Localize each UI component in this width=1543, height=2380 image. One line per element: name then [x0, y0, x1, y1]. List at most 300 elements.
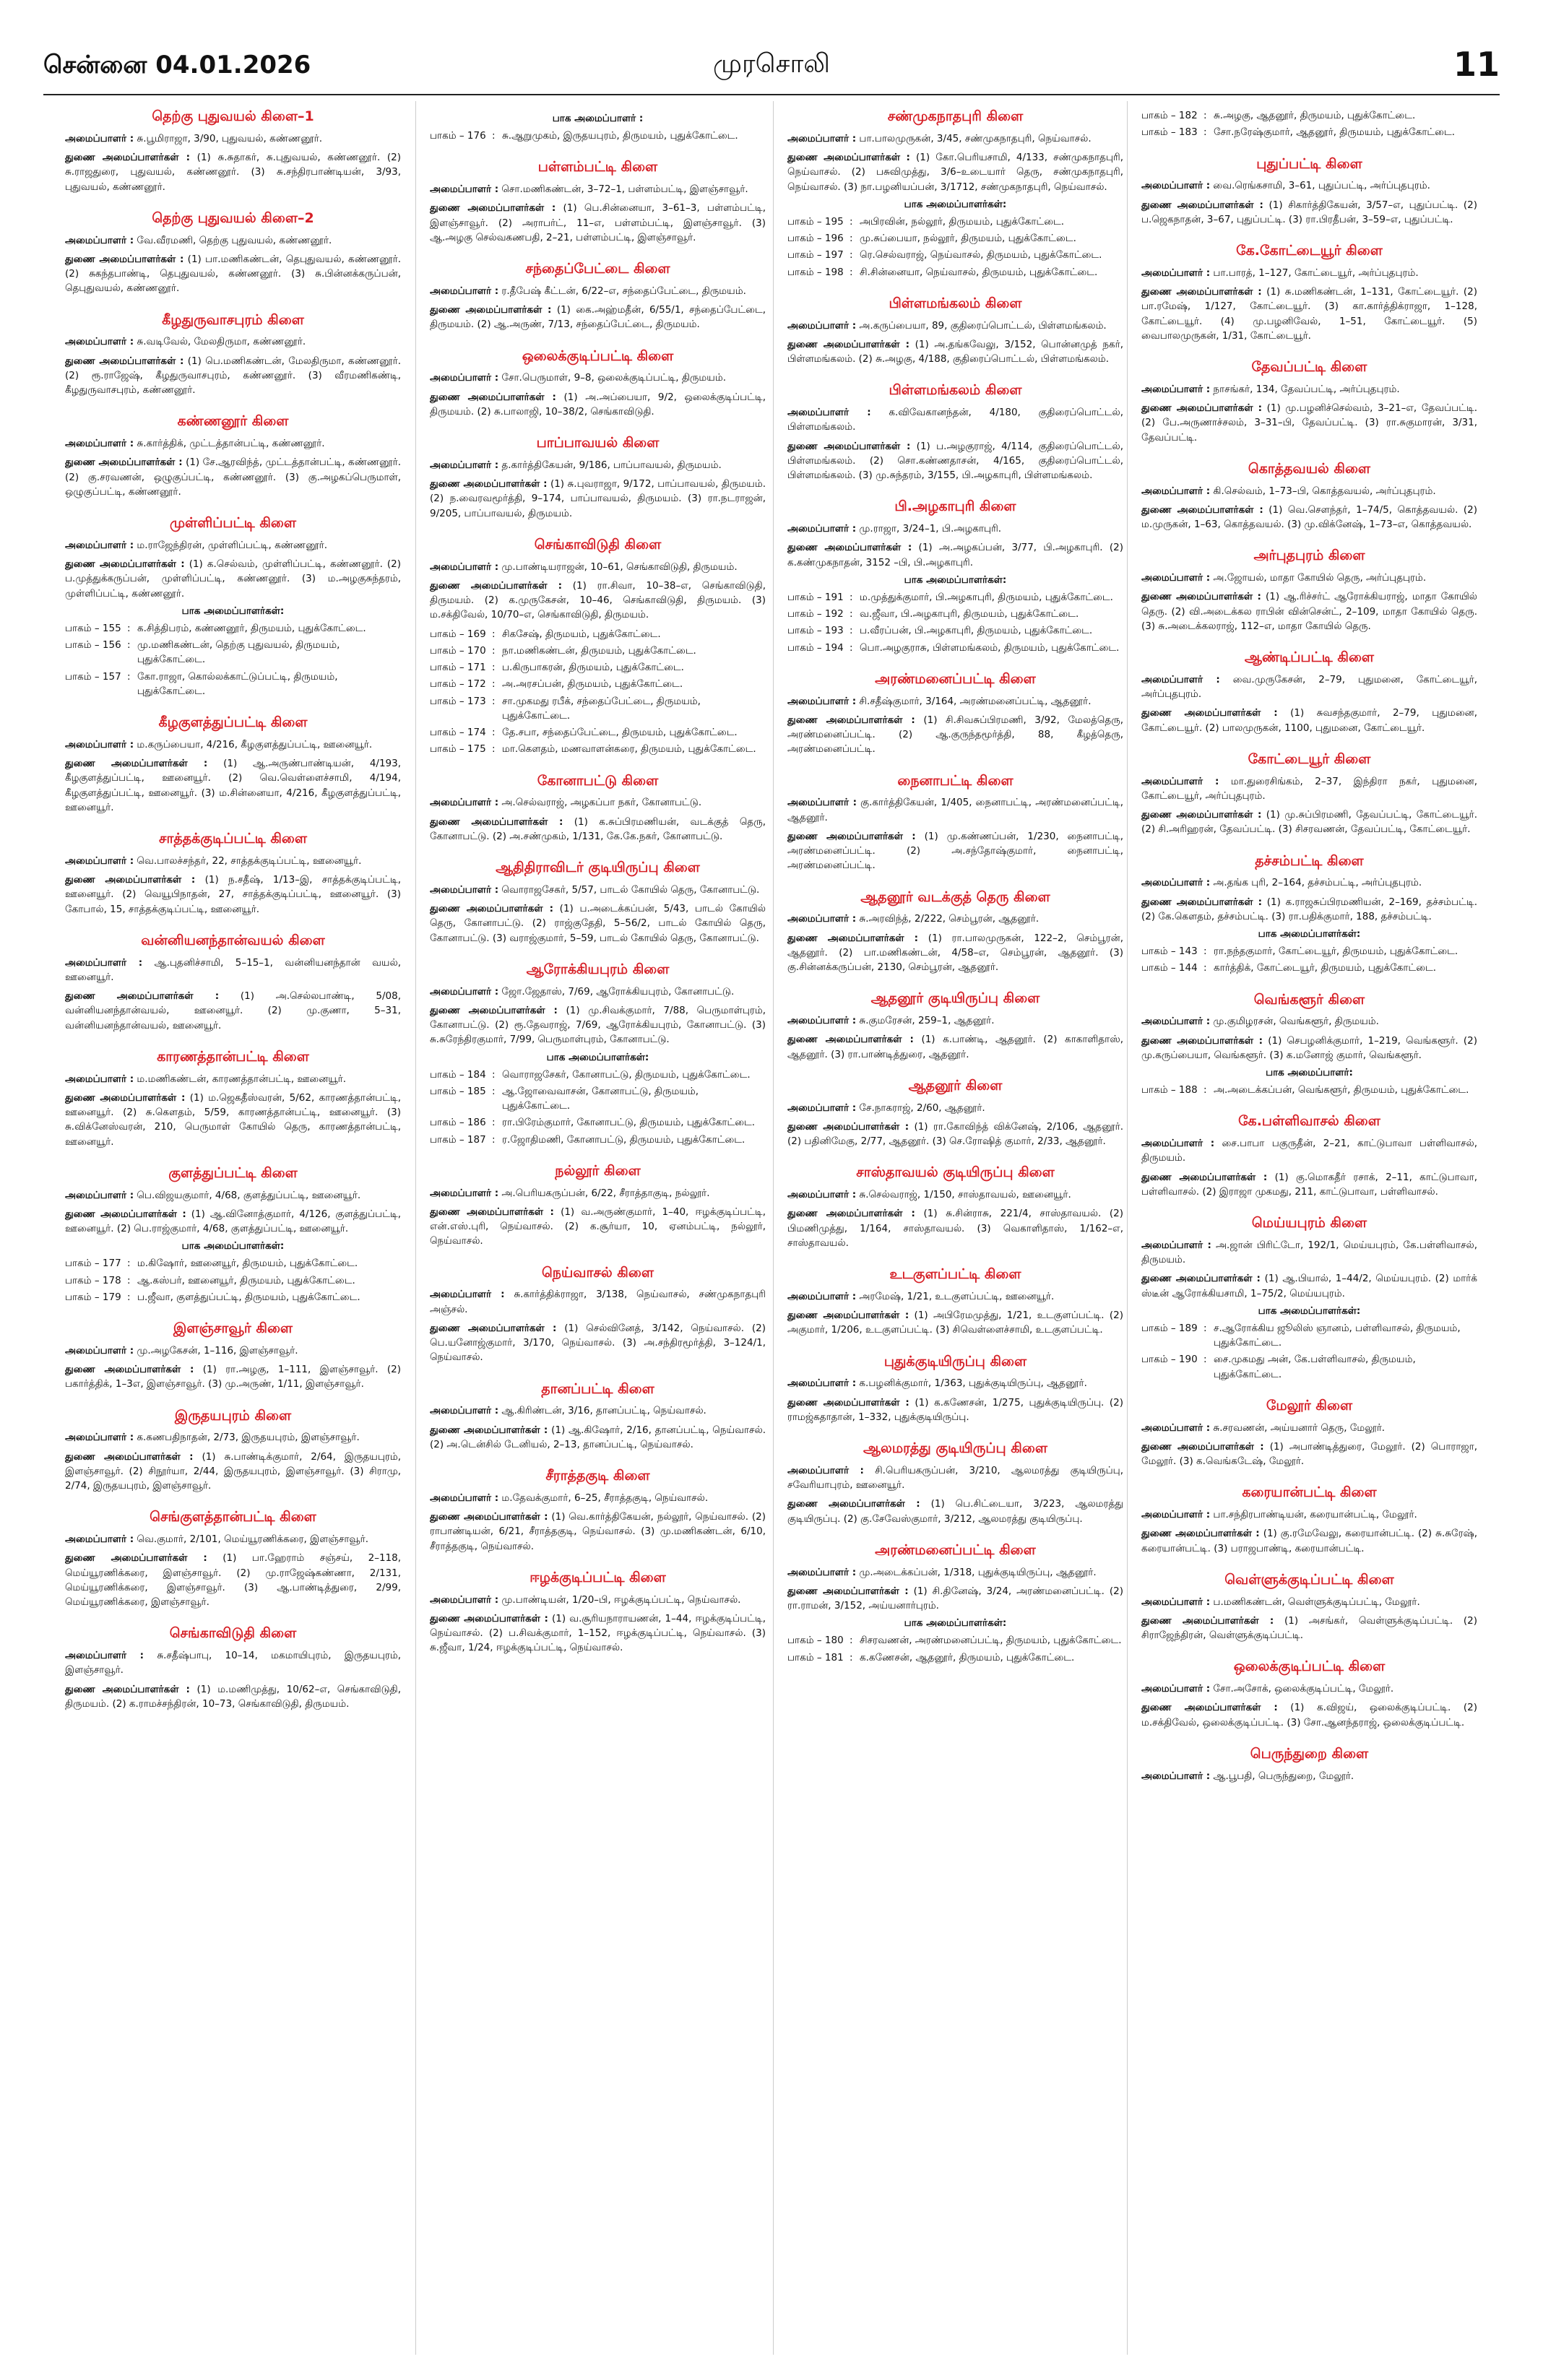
- branch-section: [430, 113, 766, 143]
- role-entry: [430, 1186, 766, 1200]
- branch-section: [65, 1625, 401, 1711]
- role-entry: [787, 1497, 1123, 1526]
- role-entry: [1141, 1136, 1477, 1166]
- role-entry: [430, 1491, 766, 1505]
- role-label: துணை அமைப்பாளர்கள் :: [1141, 199, 1263, 211]
- role-entry: [65, 1682, 401, 1712]
- role-entry: [430, 303, 766, 332]
- role-label: துணை அமைப்பாளர்கள் :: [65, 1450, 194, 1463]
- role-entry: [65, 1362, 401, 1392]
- role-label: அமைப்பாளர் :: [1141, 877, 1211, 889]
- role-entry: [430, 458, 766, 472]
- role-entry: [65, 956, 401, 985]
- booth-text: சு.ஆறுமுகம், இருதயபுரம், திருமயம், புதுக்கோட்டை.: [502, 130, 738, 142]
- role-text: (1) மு.சுப்பிரமணி, தேவப்பட்டி, கோட்டையூர். (2) சி.அரிஹரன், தேவப்பட்டி. (3) சிசரவணன், தேவப்பட்டி, கோட்டையூர்.: [1141, 809, 1477, 836]
- role-label: துணை அமைப்பாளர்கள் :: [1141, 1702, 1278, 1714]
- booth-colon: :: [127, 670, 131, 683]
- branch-section: [787, 1266, 1123, 1338]
- branch-title: மெய்யபுரம் கிளை: [1251, 1215, 1367, 1231]
- booth-row: [787, 607, 1123, 621]
- role-label: அமைப்பாளர் :: [65, 854, 134, 867]
- branch-title: சந்தைப்பேட்டை கிளை: [525, 261, 670, 277]
- role-label: துணை அமைப்பாளர்கள் :: [1141, 1614, 1274, 1627]
- role-label: துணை அமைப்பாளர்கள் :: [1141, 1034, 1263, 1047]
- branch-section: [430, 1265, 766, 1365]
- role-entry: [1141, 266, 1477, 280]
- branch-title: புதுக்குடியிருப்பு கிளை: [883, 1353, 1027, 1369]
- booth-number: பாகம் – 157: [65, 670, 121, 683]
- role-text: (1) க.சுப்பிரமணியன், வடக்குத் தெரு, கோனாபட்டு. (2) அ.சண்முகம், 1/131, கே.கே.நகர், கோனாபட்டு.: [430, 815, 766, 842]
- booth-row: [430, 1133, 766, 1147]
- role-label: அமைப்பாளர் :: [787, 1464, 864, 1476]
- role-label: அமைப்பாளர் :: [430, 985, 499, 998]
- role-text: (1) ரா.பாலமுருகன், 122–2, செம்பூரன், ஆதனூர். (2) பா.மணிகண்டன், 4/58–எ, செம்பூரன், ஆதனூர். (3) கு.சின்னக்கருப்பன், 2130, செம்பூரன், ஆதனூர்.: [787, 932, 1123, 973]
- branch-title: கே.கோட்டையூர் கிளை: [1236, 243, 1383, 259]
- role-label: அமைப்பாளர் :: [787, 1189, 857, 1200]
- role-text: அ.கருப்பையா, 89, குதிரைப்பொட்டல், பிள்ளமங்கலம்.: [859, 319, 1107, 332]
- branch-title: ஆதிதிராவிடர் குடியிருப்பு கிளை: [496, 860, 700, 875]
- branch-section: [787, 889, 1123, 975]
- role-label: துணை அமைப்பாளர்கள் :: [65, 1364, 194, 1375]
- role-entry: [1141, 503, 1477, 532]
- column-4: [1141, 108, 1477, 1799]
- booth-text: சா.முகமது ரபீக், சந்தைப்பேட்டை, திருமயம், புதுக்கோட்டை.: [502, 695, 701, 722]
- role-label: துணை அமைப்பாளர்கள் :: [430, 1004, 558, 1016]
- role-label: துணை அமைப்பாளர்கள் :: [430, 1612, 548, 1624]
- role-text: மு.ராஜா, 3/24–1, பி.அழகாபுரி.: [859, 523, 1002, 535]
- branch-section: [1141, 461, 1477, 532]
- role-label: துணை அமைப்பாளர்கள் :: [787, 1120, 909, 1133]
- role-entry: [1141, 1507, 1477, 1522]
- booth-row: [430, 1115, 766, 1130]
- role-label: துணை அமைப்பாளர்கள் :: [1141, 503, 1263, 516]
- role-text: சி.சதீஷ்குமார், 3/164, அரண்மனைப்பட்டி, ஆதனூர்.: [859, 695, 1092, 707]
- branch-title: கரையான்பட்டி கிளை: [1242, 1484, 1377, 1501]
- booth-colon: :: [850, 608, 853, 620]
- role-entry: [430, 901, 766, 945]
- branch-section: [430, 435, 766, 521]
- role-label: அமைப்பாளர் :: [787, 1566, 857, 1578]
- role-text: சே.நாகராஜ், 2/60, ஆதனூர்.: [859, 1102, 985, 1114]
- role-entry: [65, 1450, 401, 1494]
- role-text: (1) சி.சிவசுப்பிரமணி, 3/92, மேலத்தெரு, அரண்மனைப்பட்டி. (2) ஆ.குருந்தமூர்த்தி, 88, கீழத்தெரு, அரண்மனைப்பட்டி.: [787, 714, 1123, 756]
- branch-section: [430, 261, 766, 332]
- role-entry: [787, 1376, 1123, 1390]
- role-text: ம.தேவக்குமார், 6–25, சீராத்தகுடி, நெய்வாசல்.: [501, 1492, 709, 1504]
- role-text: சி.பெரியகருப்பன், 3/210, ஆலமரத்து குடியிருப்பு, சவேரியாபுரம், ஊனையூர்.: [787, 1464, 1123, 1491]
- booth-colon: :: [492, 1133, 496, 1146]
- role-label: அமைப்பாளர் :: [430, 561, 499, 573]
- booth-heading: பாக அமைப்பாளர்:: [1266, 1067, 1353, 1078]
- role-entry: [787, 1032, 1123, 1062]
- role-label: அமைப்பாளர் :: [430, 1593, 499, 1606]
- booth-row: [787, 265, 1123, 280]
- role-text: (1) ப.அழகுராஜ், 4/114, குதிரைப்பொட்டல், பிள்ளமங்கலம். (2) சொ.கண்ணதாசன், 4/165, குதிரைப்பொட்டல், பிள்ளமங்கலம். (3) மு.சுந்தரம், 3/155, பி.அழகாபுரி, பிள்ளமங்கலம்.: [787, 440, 1123, 481]
- branch-section: [787, 1078, 1123, 1149]
- role-label: அமைப்பாளர் :: [787, 523, 857, 535]
- branch-title: செங்காவிடுதி கிளை: [169, 1625, 297, 1642]
- branch-title: கீழகுளத்துப்பட்டி கிளை: [158, 714, 308, 730]
- role-entry: [430, 985, 766, 999]
- role-text: (1) பெ.மணிகண்டன், மேலதிருமா, கண்ணனூர். (2) ரூ.ராஜேஷ், கீழதுருவாசபுரம், கண்ணனூர். (3) வீரமணிகண்டி, கீழதுருவாசபுரம், கண்ணனூர்.: [65, 355, 401, 396]
- booth-text: க.கணேசன், ஆதனூர், திருமயம், புதுக்கோட்டை.: [860, 1651, 1075, 1663]
- booth-text: ரா.பிரேம்குமார், கோனாபட்டு, திருமயம், புதுக்கோட்டை.: [502, 1117, 756, 1129]
- role-text: (1) ரா.அழகு, 1–111, இளஞ்சாவூர். (2) பகார்த்திக், 1–3எ, இளஞ்சாவூர். (3) மு.அருண், 1/11, இளஞ்சாவூர்.: [65, 1364, 401, 1390]
- booth-number: பாகம் – 180: [787, 1635, 844, 1647]
- booth-row: [65, 621, 401, 636]
- booth-number: பாகம் – 178: [65, 1274, 121, 1286]
- column-3: [787, 108, 1123, 1681]
- role-entry: [1141, 808, 1477, 837]
- branch-title: மேலூர் கிளை: [1266, 1397, 1353, 1414]
- role-label: அமைப்பாளர் :: [787, 797, 857, 809]
- branch-title: ஆதனூர் வடக்குத் தெரு கிளை: [860, 888, 1050, 905]
- role-entry: [65, 873, 401, 917]
- column-2: [430, 108, 766, 1671]
- booth-number: பாகம் – 191: [787, 591, 844, 603]
- role-entry: [65, 233, 401, 248]
- role-label: துணை அமைப்பாளர்கள் :: [1141, 1440, 1264, 1453]
- branch-title: கே.பள்ளிவாசல் கிளை: [1238, 1113, 1380, 1130]
- booth-number: பாகம் – 177: [65, 1258, 121, 1270]
- role-label: அமைப்பாளர் :: [430, 372, 499, 384]
- role-label: அமைப்பாளர் :: [787, 1015, 857, 1026]
- role-entry: [787, 405, 1123, 435]
- role-text: (1) கோ.பெரியசாமி, 4/133, சண்முகநாதபுரி, நெய்வாசல். (2) பசுவிமுத்து, 3/6–உடையார் தெரு, சண்முகநாதபுரி, நெய்வாசல். (3) நா.பழனியப்பன், 3/1712, சண்முகநாதபுரி, நெய்வாசல்.: [787, 152, 1123, 193]
- role-text: ஜோ.ஜேதாஸ், 7/69, ஆரோக்கியபுரம், கோனாபட்டு.: [501, 985, 735, 998]
- role-text: மு.பாண்டியன், 1/20–பி, ஈழக்குடிப்பட்டி, நெய்வாசல்.: [501, 1593, 741, 1606]
- role-label: துணை அமைப்பாளர்கள் :: [430, 1511, 548, 1523]
- booth-colon: :: [492, 695, 496, 707]
- role-text: (1) வ.அருண்குமார், 1–40, ஈழக்குடிப்பட்டி, என்.எஸ்.புரி, நெய்வாசல். (2) க.சூர்யா, 10, ஏனம்பட்டி, நல்லூர், நெய்வாசல்.: [430, 1206, 766, 1247]
- booth-number: பாகம் – 196: [787, 233, 844, 244]
- role-entry: [65, 1343, 401, 1358]
- role-entry: [65, 455, 401, 499]
- booth-heading: பாக அமைப்பாளர்கள்:: [904, 574, 1007, 586]
- booth-colon: :: [492, 662, 496, 673]
- role-text: (1) சு.சின்ராசு, 221/4, சாஸ்தாவயல். (2) பிமணிமுத்து, 1/164, சாஸ்தாவயல். (3) வெகாளிதாஸ், 1/162–எ, சாஸ்தாவயல்.: [787, 1208, 1123, 1249]
- role-label: துணை அமைப்பாளர்கள் :: [1141, 402, 1262, 414]
- role-label: அமைப்பாளர் :: [1141, 1683, 1211, 1695]
- header-rule: [43, 94, 1500, 95]
- branch-section: [787, 671, 1123, 757]
- role-entry: [65, 1648, 401, 1678]
- role-text: (1) ம.ஜெகதீஸ்வரன், 5/62, காரணத்தான்பட்டி, ஊனையூர். (2) சு.கௌதம், 5/59, காரணத்தான்பட்டி, ஊனையூர். (3) சு.விக்னேஸ்வரன், 210, பெருமாள் கோயில் தெரு, காரணத்தான்பட்டி, ஊனையூர்.: [65, 1091, 401, 1148]
- booth-number: பாகம் – 194: [787, 641, 844, 654]
- role-text: சு.கார்த்திக், முட்டத்தான்பட்டி, கண்ணனூர்.: [137, 438, 325, 449]
- role-text: (1) ஆ.அருண்பாண்டியன், 4/193, கீழகுளத்துப்பட்டி, ஊனையூர். (2) வெ.வெள்ளைச்சாமி, 4/194, கீழகுளத்துப்பட்டி, ஊனையூர். (3) ம.சின்னையா, 4/216, கீழகுளத்துப்பட்டி, ஊனையூர்.: [65, 758, 401, 813]
- branch-title: உடகுளப்பட்டி கிளை: [889, 1266, 1021, 1282]
- branch-title: கொத்தவயல் கிளை: [1248, 460, 1371, 477]
- role-label: துணை அமைப்பாளர்கள் :: [787, 1396, 909, 1408]
- role-entry: [65, 1532, 401, 1546]
- branch-title: தச்சம்பட்டி கிளை: [1255, 852, 1364, 869]
- role-text: கி.செல்வம், 1–73–பி, கொத்தவயல், அர்ப்புதபுரம்.: [1213, 485, 1436, 497]
- role-text: (1) மு.கண்ணப்பன், 1/230, நைனாபட்டி, அரண்மனைப்பட்டி. (2) அ.சந்தோஷ்குமார், நைனாபட்டி, அரண்மனைப்பட்டி.: [787, 830, 1123, 872]
- role-label: அமைப்பாளர் :: [65, 1650, 144, 1661]
- role-label: அமைப்பாளர் :: [65, 132, 134, 144]
- role-entry: [1141, 895, 1477, 925]
- role-entry: [787, 795, 1123, 825]
- role-text: (1) சு.புவராஜா, 9/172, பாப்பாவயல், திருமயம். (2) ந.வைரவமூர்த்தி, 9–174, பாப்பாவயல், திருமயம். (3) ரா.நடராஜன், 9/205, பாப்பாவயல், திருமயம்.: [430, 478, 766, 519]
- branch-title: கோட்டையூர் கிளை: [1248, 750, 1371, 767]
- booth-text: சோ.நரேஷ்குமார், ஆதனூர், திருமயம், புதுக்கோட்டை.: [1214, 126, 1455, 139]
- booth-row: [65, 1290, 401, 1304]
- role-entry: [1141, 589, 1477, 633]
- role-label: அமைப்பாளர் :: [787, 319, 857, 332]
- role-label: துணை அமைப்பாளர்கள் :: [65, 1091, 186, 1104]
- branch-section: [65, 1509, 401, 1609]
- role-entry: [430, 560, 766, 574]
- role-text: சு.செல்வராஜ், 1/150, சாஸ்தாவயல், ஊனையூர்.: [859, 1189, 1071, 1200]
- booth-colon: :: [850, 1651, 853, 1663]
- booth-row: [1141, 961, 1477, 975]
- branch-title: குளத்துப்பட்டி கிளை: [168, 1164, 298, 1181]
- role-text: (1) செபழனிக்குமார், 1–219, வெங்களூர். (2) மு.கருப்பையா, வெங்களூர். (3) க.மனோஜ் குமார், வெங்களூர்.: [1141, 1034, 1477, 1061]
- role-label: அமைப்பாளர் :: [65, 336, 134, 348]
- role-entry: [430, 1593, 766, 1607]
- role-label: அமைப்பாளர் :: [430, 797, 499, 809]
- booth-number: பாகம் – 172: [430, 678, 486, 691]
- booth-number: பாகம் – 195: [787, 215, 844, 228]
- role-entry: [430, 883, 766, 897]
- role-entry: [430, 1287, 766, 1317]
- branch-section: [1141, 853, 1477, 976]
- booth-colon: :: [492, 628, 496, 640]
- role-label: அமைப்பாளர் :: [65, 1073, 134, 1085]
- role-text: பா.பாரத், 1–127, கோட்டையூர், அர்ப்புதபுரம்.: [1213, 267, 1419, 279]
- role-entry: [787, 713, 1123, 757]
- booth-row: [430, 725, 766, 740]
- role-text: (1) சு.பாண்டிக்குமார், 2/64, இருதயபுரம், இளஞ்சாவூர். (2) சிநூர்யா, 2/44, இருதயபுரம், இளஞ்சாவூர். (3) சிராமு, 2/74, இருதயபுரம், இளஞ்சாவூர்.: [65, 1450, 401, 1492]
- branch-section: [65, 1049, 401, 1149]
- role-entry: [1141, 1271, 1477, 1301]
- role-entry: [1141, 1595, 1477, 1609]
- role-label: அமைப்பாளர் :: [65, 1344, 134, 1356]
- branch-title: ஆதனூர் குடியிருப்பு கிளை: [870, 990, 1040, 1007]
- role-entry: [1141, 1034, 1477, 1063]
- booth-text: ப.ஜீவா, குளத்துப்பட்டி, திருமயம், புதுக்கோட்டை.: [137, 1291, 360, 1303]
- role-entry: [65, 354, 401, 398]
- role-text: பா.சந்திரபாண்டியன், கரையான்பட்டி, மேலூர்.: [1213, 1509, 1417, 1520]
- role-entry: [787, 522, 1123, 536]
- branch-title: பள்ளம்பட்டி கிளை: [537, 159, 658, 176]
- branch-section: [430, 773, 766, 844]
- role-entry: [787, 1308, 1123, 1338]
- branch-title: அரண்மனைப்பட்டி கிளை: [875, 670, 1036, 687]
- role-label: அமைப்பாளர் :: [430, 1405, 499, 1417]
- booth-number: பாகம் – 188: [1141, 1084, 1198, 1096]
- role-label: துணை அமைப்பாளர்கள் :: [1141, 1528, 1260, 1540]
- role-entry: [787, 1101, 1123, 1115]
- branch-title: ஈழக்குடிப்பட்டி கிளை: [530, 1569, 666, 1585]
- branch-section: [787, 773, 1123, 873]
- role-label: துணை அமைப்பாளர்கள் :: [430, 478, 548, 490]
- role-text: (1) க.கணேசன், 1/275, புதுக்குடியிருப்பு. (2) ராமஜ்கதாதான், 1–332, புதுக்குடியிருப்பு.: [787, 1396, 1123, 1423]
- booth-row: [65, 1256, 401, 1271]
- branch-section: [1141, 1215, 1477, 1382]
- role-text: (1) ரா.சிவா, 10–38–எ, செங்காவிடுதி, திருமயம். (2) க.முருகேசன், 10–46, செங்காவிடுதி, திருமயம். (3) ம.சக்திவேல், 10/70–எ, செங்காவிடுதி, திருமயம்.: [430, 579, 766, 621]
- role-label: அமைப்பாளர் :: [1141, 383, 1211, 395]
- role-label: அமைப்பாளர் :: [1141, 1239, 1211, 1251]
- role-text: (1) க.பாண்டி, ஆதனூர். (2) காகாளிதாஸ், ஆதனூர். (3) ரா.பாண்டித்துரை, ஆதனூர்.: [787, 1034, 1123, 1060]
- role-label: துணை அமைப்பாளர்கள் :: [430, 1206, 554, 1218]
- booth-colon: :: [1203, 1084, 1207, 1096]
- branch-section: [787, 1542, 1123, 1665]
- booth-number: பாகம் – 179: [65, 1291, 121, 1303]
- booth-row: [787, 623, 1123, 638]
- role-label: துணை அமைப்பாளர்கள் :: [1141, 809, 1262, 821]
- branch-section: [430, 1163, 766, 1249]
- booth-colon: :: [492, 727, 496, 738]
- branch-section: [430, 860, 766, 945]
- branch-title: கண்ணனூர் கிளை: [177, 413, 289, 430]
- role-entry: [1141, 1238, 1477, 1268]
- booth-row: [65, 638, 401, 667]
- role-entry: [1141, 1700, 1477, 1730]
- branch-title: அரண்மனைப்பட்டி கிளை: [875, 1541, 1036, 1558]
- booth-text: மா.கௌதம், மணவாளன்கரை, திருமயம், புதுக்கோட்டை.: [502, 743, 756, 756]
- booth-text: பொ.அழகுராசு, பிள்ளமங்கலம், திருமயம், புதுக்கோட்டை.: [860, 641, 1120, 654]
- booth-row: [430, 129, 766, 143]
- role-entry: [430, 477, 766, 521]
- branch-title: நல்லூர் கிளை: [555, 1162, 641, 1179]
- role-entry: [1141, 571, 1477, 585]
- column-divider: [1127, 101, 1128, 2355]
- branch-title: வெங்களூர் கிளை: [1253, 991, 1365, 1008]
- role-entry: [430, 1510, 766, 1554]
- role-entry: [430, 1423, 766, 1453]
- branch-section: [787, 1440, 1123, 1526]
- role-text: (1) கு.மொகதீர் ரசாக், 2–11, காட்டுபாவா, பள்ளிவாசல். (2) இராஜா முகமது, 211, காட்டுபாவா, பள்ளிவாசல்.: [1141, 1171, 1477, 1198]
- branch-title: தெற்கு புதுவயல் கிளை–2: [152, 209, 314, 226]
- booth-number: பாகம் – 174: [430, 727, 486, 738]
- role-entry: [1141, 198, 1477, 228]
- branch-section: [787, 295, 1123, 367]
- role-entry: [787, 337, 1123, 367]
- booth-row: [65, 670, 401, 699]
- branch-title: செங்காவிடுதி கிளை: [534, 536, 662, 553]
- role-text: ர.தீபேஷ் கீட்டன், 6/22–எ, சந்தைப்பேட்டை, திருமயம்.: [501, 285, 746, 297]
- booth-text: சிகசேஷ், திருமயம், புதுக்கோட்டை.: [502, 628, 661, 640]
- role-text: (1) பா.மணிகண்டன், தெபுதுவயல், கண்ணனூர். (2) சுகந்தபாண்டி, தெபுதுவயல், கண்ணனூர். (3) சு.பின்னக்கருப்பன், தெபுதுவயல், கண்ணனூர்.: [65, 253, 401, 295]
- branch-title: இருதயபுரம் கிளை: [174, 1407, 292, 1424]
- role-label: துணை அமைப்பாளர்கள் :: [65, 1208, 186, 1220]
- booth-number: பாகம் – 198: [787, 266, 844, 278]
- role-entry: [430, 390, 766, 420]
- role-entry: [787, 912, 1123, 926]
- role-text: மு.குமிழரசன், வெங்களூர், திருமயம்.: [1213, 1016, 1379, 1028]
- role-label: துணை அமைப்பாளர்கள் :: [430, 202, 556, 215]
- booth-number: பாகம் – 183: [1141, 126, 1198, 139]
- branch-title: ஆலமரத்து குடியிருப்பு கிளை: [863, 1440, 1047, 1456]
- role-text: வை.முருகேசன், 2–79, புதுமனை, கோட்டையூர், அர்ப்புதபுரம்.: [1141, 673, 1477, 700]
- role-label: துணை அமைப்பாளர்கள் :: [430, 1322, 557, 1334]
- role-label: துணை அமைப்பாளர்கள் :: [787, 714, 915, 726]
- role-label: அமைப்பாளர் :: [65, 738, 134, 750]
- role-text: (1) செல்வினேத், 3/142, நெய்வாசல். (2) பெ.யனோஜ்குமார், 3/170, நெய்வாசல். (3) அ.சந்திரமூர்த்தி, 3–124/1, நெய்வாசல்.: [430, 1322, 766, 1364]
- booth-row: [430, 694, 766, 724]
- booth-number: பாகம் – 184: [430, 1068, 486, 1081]
- booth-colon: :: [850, 641, 853, 654]
- branch-section: [1141, 751, 1477, 837]
- branch-title: ஒலைக்குடிப்பட்டி கிளை: [522, 347, 674, 364]
- booth-heading: பாக அமைப்பாளர் :: [552, 113, 644, 124]
- branch-section: [430, 1468, 766, 1554]
- branch-title: கீழதுருவாசபுரம் கிளை: [162, 311, 304, 328]
- booth-number: பாகம் – 181: [787, 1651, 844, 1663]
- branch-title: நைனாபட்டி கிளை: [897, 772, 1013, 789]
- role-text: (1) ம.மணிமுத்து, 10/62–எ, செங்காவிடுதி, திருமயம். (2) க.ராமச்சந்திரன், 10–73, செங்காவிடுதி, திருமயம்.: [65, 1683, 401, 1710]
- booth-text: ஆ.கஸ்பர், ஊனையூர், திருமயம், புதுக்கோட்டை.: [137, 1274, 355, 1286]
- booth-text: சை.முகமது அன், கே.பள்ளிவாசல், திருமயம், புதுக்கோட்டை.: [1214, 1354, 1416, 1380]
- booth-heading: பாக அமைப்பாளர்கள்:: [181, 1240, 285, 1252]
- role-entry: [65, 756, 401, 815]
- role-entry: [1141, 1682, 1477, 1696]
- booth-text: ரா.நந்தகுமார், கோட்டையூர், திருமயம், புதுக்கோட்டை.: [1214, 945, 1458, 957]
- role-label: துணை அமைப்பாளர்கள் :: [65, 152, 191, 163]
- role-text: அரமேஷ், 1/21, உடகுளப்பட்டி, ஊனையூர்.: [859, 1290, 1055, 1302]
- role-entry: [430, 1205, 766, 1249]
- role-entry: [65, 334, 401, 349]
- role-entry: [787, 540, 1123, 570]
- branch-title: முள்ளிப்பட்டி கிளை: [169, 515, 297, 531]
- role-text: சை.பாபா பகுருதீன், 2–21, காட்டுபாவா பள்ளிவாசல், திருமயம்.: [1141, 1138, 1477, 1164]
- booth-colon: :: [127, 622, 131, 634]
- role-label: அமைப்பாளர் :: [430, 183, 499, 195]
- branch-title: ஆதனூர் கிளை: [908, 1077, 1003, 1094]
- column-divider: [415, 101, 416, 2355]
- role-entry: [430, 1611, 766, 1656]
- role-entry: [430, 579, 766, 623]
- branch-title: ஆரோக்கியபுரம் கிளை: [526, 961, 670, 977]
- role-label: துணை அமைப்பாளர்கள் :: [787, 830, 916, 842]
- role-text: ஆ.பூபதி, பெருந்துறை, மேலூர்.: [1213, 1770, 1354, 1782]
- role-label: துணை அமைப்பாளர்கள் :: [65, 253, 184, 265]
- booth-row: [430, 1068, 766, 1082]
- role-text: சொ.மணிகண்டன், 3–72–1, பள்ளம்பட்டி, இளஞ்சாவூர்.: [501, 183, 748, 195]
- role-text: அ.பெரியகருப்பன், 6/22, சீராத்தாகுடி, நல்லூர்.: [501, 1187, 710, 1199]
- branch-section: [65, 312, 401, 398]
- role-text: (1) வெ.சௌந்தர், 1–74/5, கொத்தவயல். (2) ம.முருகன், 1–63, கொத்தவயல். (3) மு.விக்னேஷ், 1–73–எ, கொத்தவயல்.: [1141, 503, 1477, 530]
- booth-text: மு.சுப்பையா, நல்லூர், திருமயம், புதுக்கோட்டை.: [860, 233, 1076, 244]
- role-entry: [65, 150, 401, 194]
- booth-number: பாகம் – 187: [430, 1133, 486, 1146]
- booth-number: பாகம் – 155: [65, 622, 121, 634]
- booth-text: தே.சபா, சந்தைப்பேட்டை, திருமயம், புதுக்கோட்டை.: [502, 727, 738, 738]
- role-label: துணை அமைப்பாளர்கள் :: [65, 456, 183, 469]
- role-text: (1) சிகார்த்திகேயன், 3/57–எ, புதுப்பட்டி. (2) ப.ஜெகநாதன், 3–67, புதுப்பட்டி. (3) ரா.பிரதீபன், 3–59–எ, புதுப்பட்டி.: [1141, 199, 1477, 225]
- booth-text: வொராஜசேகர், கோனாபட்டு, திருமயம், புதுக்கோட்டை.: [502, 1068, 751, 1081]
- branch-section: [430, 159, 766, 245]
- role-text: ம.மணிகண்டன், காரணத்தான்பட்டி, ஊனையூர்.: [137, 1073, 347, 1085]
- role-label: அமைப்பாளர் :: [65, 234, 134, 246]
- role-label: துணை அமைப்பாளர்கள் :: [65, 874, 196, 886]
- booth-number: பாகம் – 185: [430, 1085, 486, 1097]
- role-text: (1) வ.சூரியநாராயணன், 1–44, ஈழக்குடிப்பட்டி, நெய்வாசல். (2) ப.சிவக்குமார், 1–152, ஈழக்குடிப்பட்டி, நெய்வாசல். (3) சு.ஜீவா, 1/24, ஈழக்குடிப்பட்டி, நெய்வாசல்.: [430, 1612, 766, 1654]
- role-label: அமைப்பாளர் :: [430, 1289, 505, 1301]
- branch-section: [787, 990, 1123, 1062]
- booth-text: ஆ.ஜோவைவாசன், கோனாபட்டு, திருமயம், புதுக்கோட்டை.: [502, 1085, 699, 1112]
- role-entry: [65, 252, 401, 296]
- column-1: [65, 108, 401, 1727]
- booth-heading: பாக அமைப்பாளர்கள்:: [181, 605, 285, 617]
- role-label: அமைப்பாளர் :: [787, 1290, 857, 1302]
- role-text: (1) அ.அப்பையா, 9/2, ஒலைக்குடிப்பட்டி, திருமயம். (2) சு.பாலாஜி, 10–38/2, செங்காவிடுதி.: [430, 391, 766, 417]
- role-text: (1) மு.பழனிச்செல்வம், 3–21–எ, தேவப்பட்டி. (2) பே.அருணாச்சலம், 3–31–பி, தேவப்பட்டி. (3) ரா.சுகுமாரன், 3/31, தேவப்பட்டி.: [1141, 402, 1477, 443]
- role-entry: [65, 1091, 401, 1149]
- booth-text: அ.அரசப்பன், திருமயம், புதுக்கோட்டை.: [502, 678, 683, 691]
